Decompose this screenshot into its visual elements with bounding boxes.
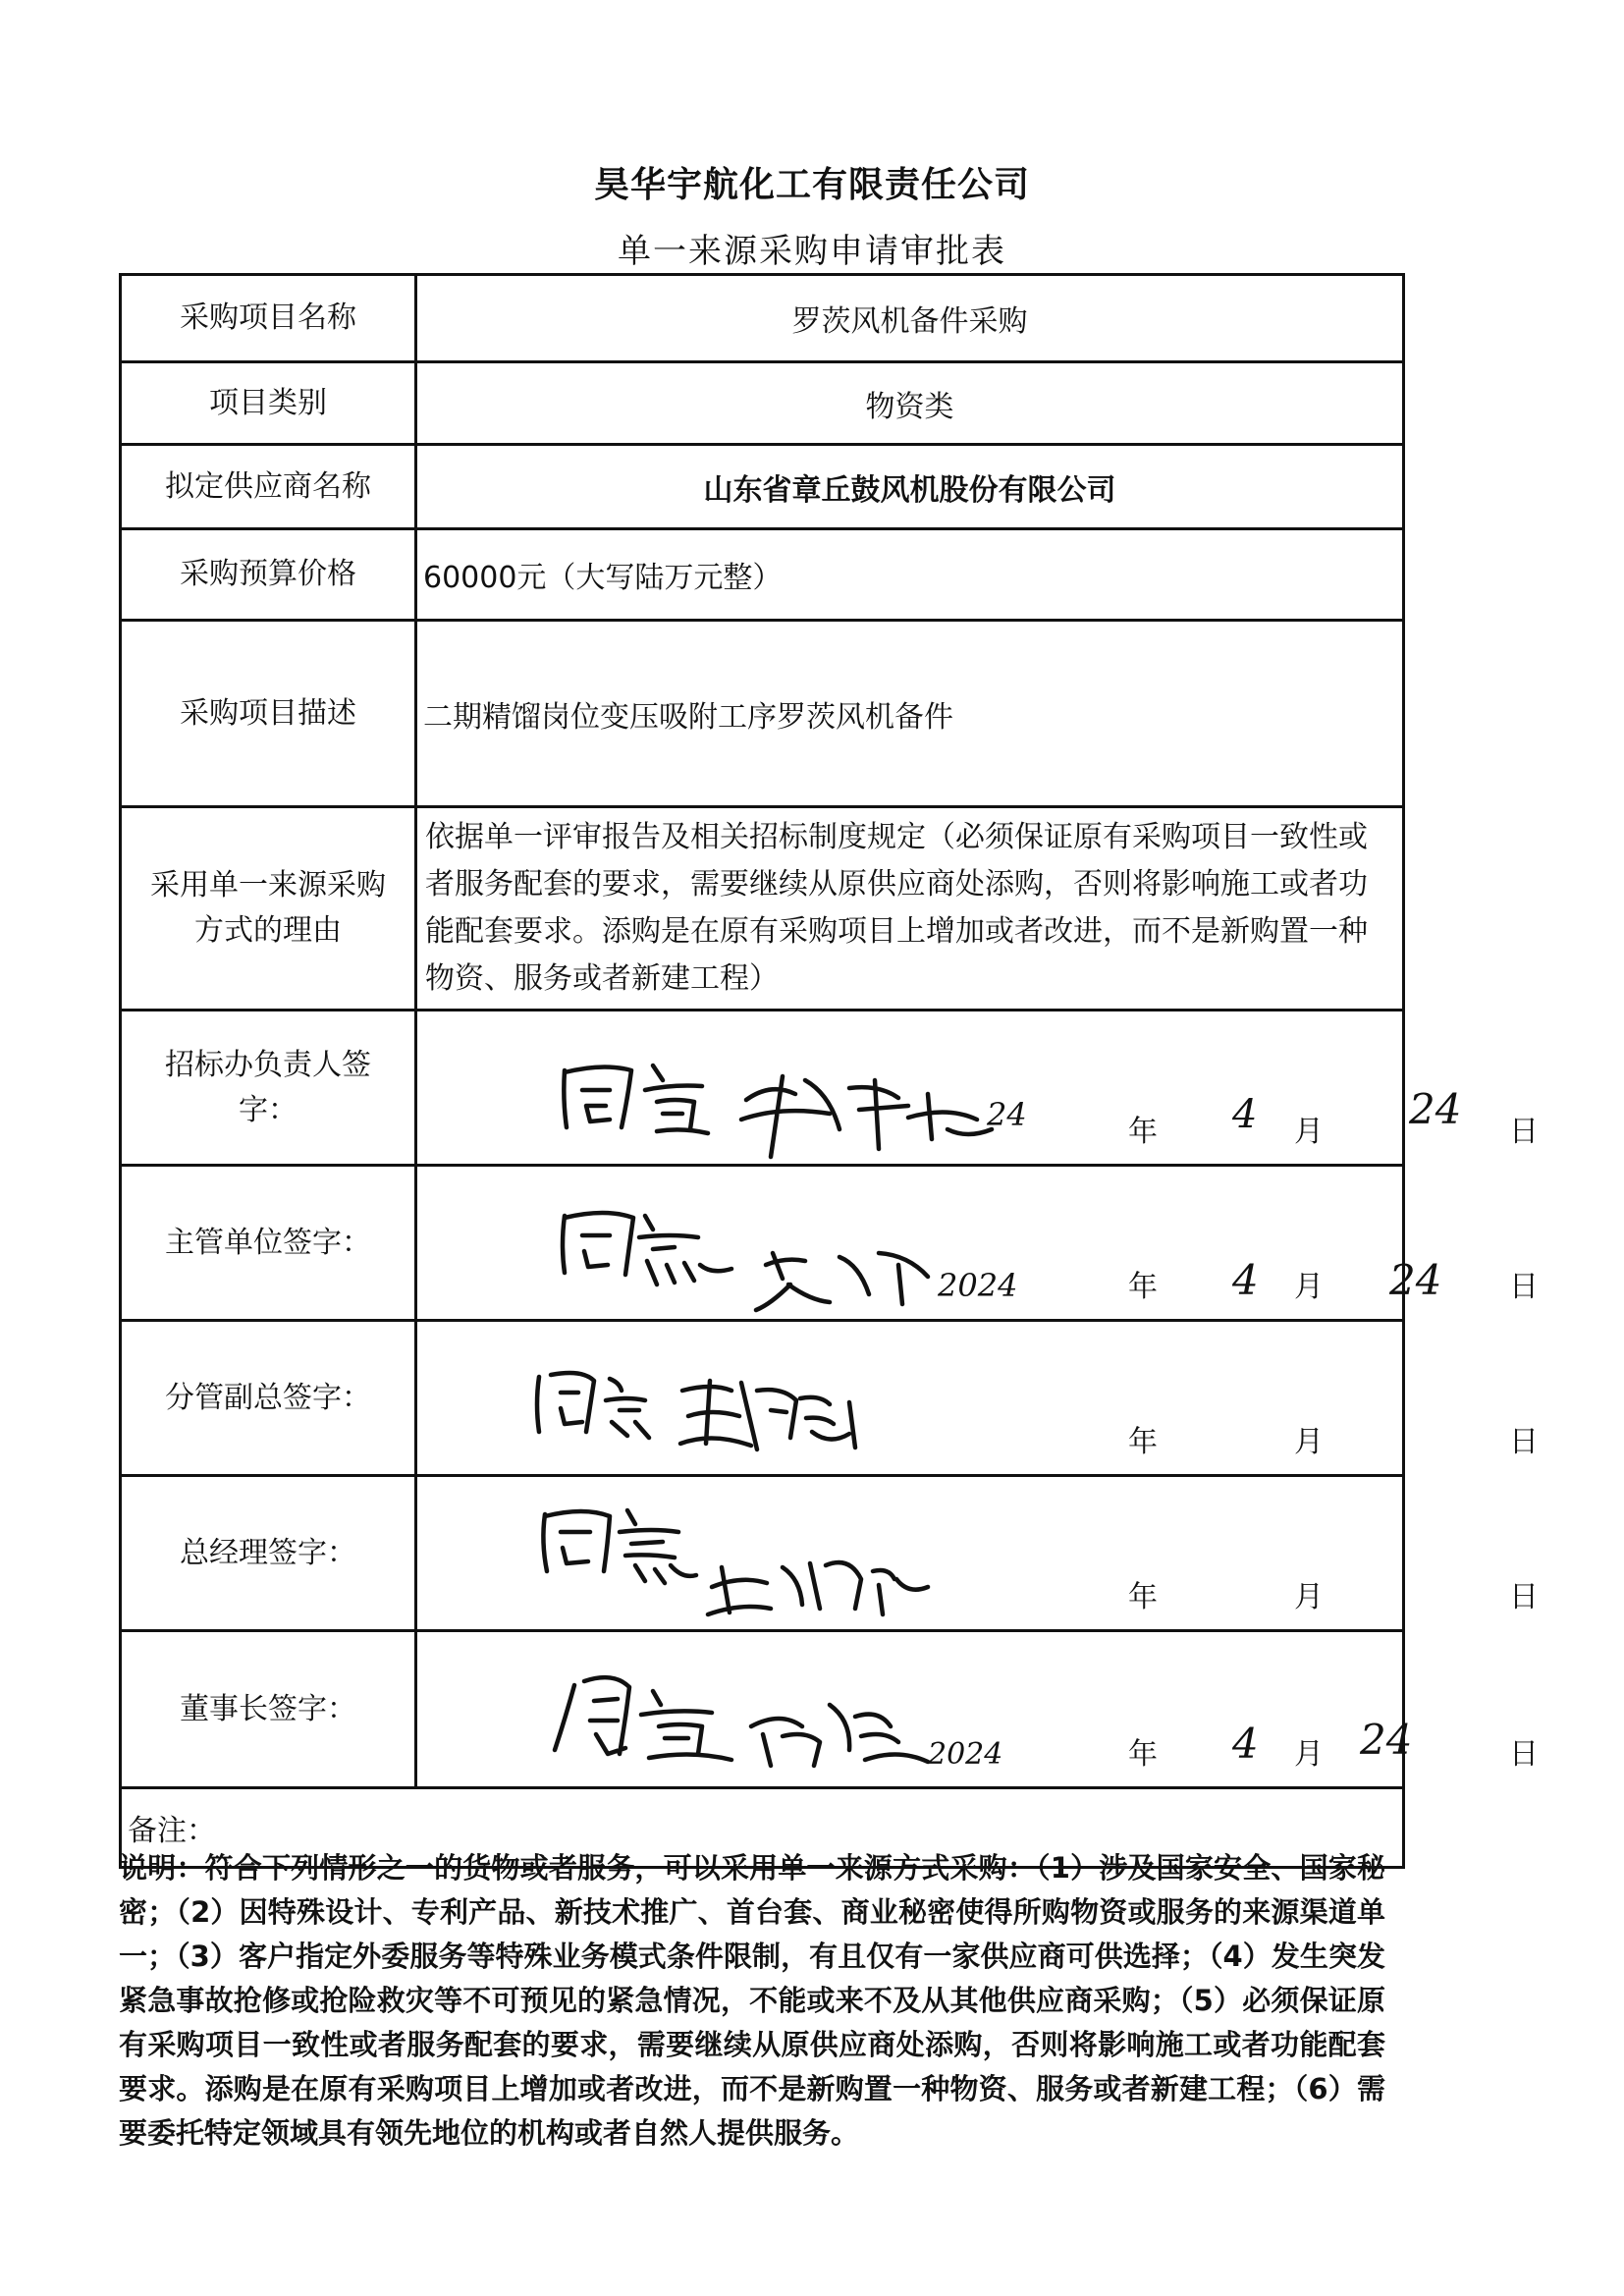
- form-title: 单一来源采购申请审批表: [618, 232, 1006, 271]
- handwritten-month: 4: [1232, 1256, 1259, 1304]
- supervisor-sign-cell: [416, 1166, 1539, 1321]
- row-supplier: [121, 445, 1404, 529]
- handwritten-year: 2024: [938, 1267, 1018, 1304]
- handwritten-signature: [417, 1167, 1442, 1316]
- row-signature-supervisor: [121, 1166, 1404, 1321]
- general-manager-sign-label: [121, 1476, 416, 1631]
- row-category: [121, 362, 1404, 445]
- category-value: 物资类: [416, 362, 1404, 445]
- day-label: 日: [1509, 1737, 1539, 1772]
- project-name-value: 罗茨风机备件采购: [416, 275, 1404, 362]
- handwritten-day: 24: [1409, 1085, 1462, 1133]
- sign-label-line1: 总经理签字：: [180, 1535, 356, 1570]
- bidding-office-sign-label: [121, 1011, 416, 1166]
- day-label: 日: [1509, 1425, 1539, 1459]
- supplier-value: 山东省章丘鼓风机股份有限公司: [416, 445, 1404, 529]
- row-project-name: [121, 275, 1404, 362]
- supplier-label: 拟定供应商名称: [121, 445, 416, 529]
- month-label: 月: [1294, 1425, 1324, 1459]
- chairman-sign-label: [121, 1631, 416, 1788]
- description-value: 二期精馏岗位变压吸附工序罗茨风机备件: [416, 621, 1404, 807]
- approval-form-table: [119, 273, 1539, 1869]
- row-signature-general-manager: [121, 1476, 1404, 1631]
- bidding-office-sign-cell: [416, 1011, 1539, 1166]
- sign-label-line1: 董事长签字：: [180, 1691, 356, 1726]
- notes-label: 备注：: [121, 1788, 1404, 1868]
- description-label: 采购项目描述: [121, 621, 416, 807]
- handwritten-day: 24: [1360, 1716, 1413, 1764]
- handwritten-signature: [417, 1477, 1409, 1626]
- row-signature-chairman: [121, 1631, 1404, 1788]
- company-title: 昊华宇航化工有限责任公司: [593, 165, 1030, 205]
- day-label: 日: [1509, 1115, 1539, 1149]
- year-label: 年: [1128, 1270, 1158, 1304]
- category-label: 项目类别: [121, 362, 416, 445]
- reason-value: 依据单一评审报告及相关招标制度规定（必须保证原有采购项目一致性或者服务配套的要求，需要继续从原供应商处添购，否则将影响施工或者功能配套要求。添购是在原有采购项目上增加或者改进，而不是新购置一种物资、服务或者新建工程）: [416, 807, 1404, 1011]
- sign-label-line1: 主管单位签字：: [165, 1225, 371, 1260]
- day-label: 日: [1509, 1270, 1539, 1304]
- handwritten-month: 4: [1232, 1092, 1258, 1137]
- day-label: 日: [1509, 1580, 1539, 1614]
- row-description: [121, 621, 1404, 807]
- month-label: 月: [1294, 1270, 1324, 1304]
- handwritten-year: 2024: [928, 1737, 1003, 1772]
- sign-label-line1: 招标办负责人签: [165, 1047, 371, 1082]
- project-name-label: 采购项目名称: [121, 275, 416, 362]
- general-manager-sign-cell: [416, 1476, 1539, 1631]
- year-label: 年: [1128, 1115, 1158, 1149]
- year-label: 年: [1128, 1737, 1158, 1772]
- handwritten-month: 4: [1232, 1720, 1259, 1768]
- budget-value: 60000元（大写陆万元整）: [416, 529, 1404, 621]
- handwritten-day: 24: [1389, 1256, 1442, 1304]
- row-budget: [121, 529, 1404, 621]
- month-label: 月: [1294, 1737, 1324, 1772]
- vice-president-sign-label: [121, 1321, 416, 1476]
- handwritten-year: 24: [987, 1096, 1027, 1133]
- reason-label-line1: 采用单一来源采购: [150, 868, 386, 902]
- supervisor-sign-label: [121, 1166, 416, 1321]
- chairman-sign-cell: [416, 1631, 1539, 1788]
- row-signature-bidding-office: [121, 1011, 1404, 1166]
- month-label: 月: [1294, 1580, 1324, 1614]
- budget-label: 采购预算价格: [121, 529, 416, 621]
- row-signature-vice-president: [121, 1321, 1404, 1476]
- reason-label-line2: 方式的理由: [194, 913, 342, 948]
- vice-president-sign-cell: [416, 1321, 1539, 1476]
- handwritten-signature: [417, 1322, 1409, 1471]
- year-label: 年: [1128, 1425, 1158, 1459]
- handwritten-signature: [417, 1632, 1413, 1783]
- reason-label: [121, 807, 416, 1011]
- handwritten-signature: [417, 1011, 1462, 1161]
- month-label: 月: [1294, 1115, 1324, 1149]
- year-label: 年: [1128, 1580, 1158, 1614]
- footnote-text: 说明：符合下列情形之一的货物或者服务，可以采用单一来源方式采购：（1）涉及国家安全、国家秘密；（2）因特殊设计、专利产品、新技术推广、首台套、商业秘密使得所购物资或服务的来源渠道单一；（3）客户指定外委服务等特殊业务模式条件限制，有且仅有一家供应商可供选择；（4）发生突发紧急事故抢修或抢险救灾等不可预见的紧急情况，不能或来不及从其他供应商采购；（5）必须保证原有采购项目一致性或者服务配套的要求，需要继续从原供应商处添购，否则将影响施工或者功能配套要求。添购是在原有采购项目上增加或者改进，而不是新购置一种物资、服务或者新建工程；（6）需要委托特定领域具有领先地位的机构或者自然人提供服务。: [119, 1851, 1385, 2150]
- sign-label-line1: 分管副总签字：: [165, 1380, 371, 1415]
- row-reason: [121, 807, 1404, 1011]
- sign-label-line2: 字：: [239, 1092, 298, 1127]
